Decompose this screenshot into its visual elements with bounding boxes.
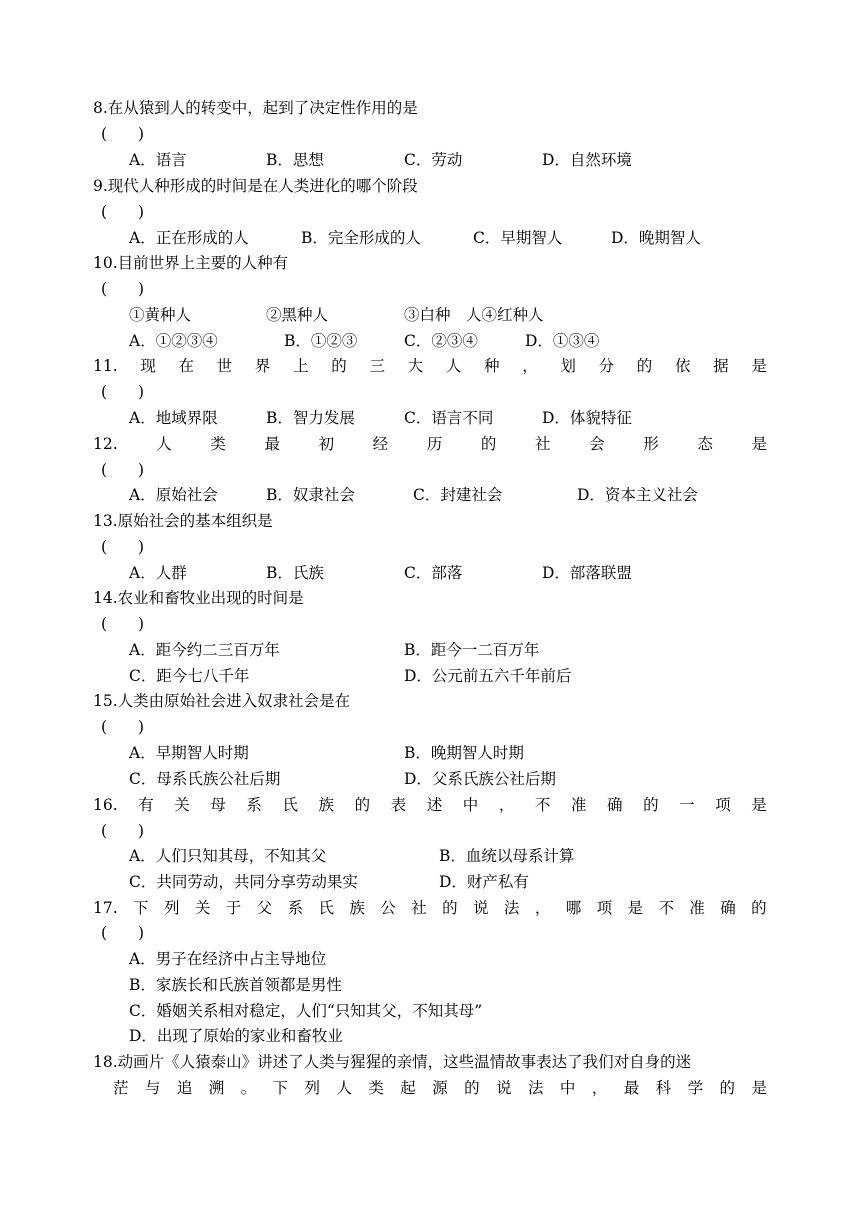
question-11-stem-char: 三 <box>369 357 385 375</box>
question-11-option-a: A．地域界限 <box>129 409 218 427</box>
question-8-stem: 8.在从猿到人的转变中，起到了决定性作用的是 <box>93 99 418 117</box>
question-16-stem-char: 16. <box>93 796 118 814</box>
question-12-stem-char: 是 <box>751 435 767 453</box>
question-15-option-b: B．晚期智人时期 <box>404 744 524 762</box>
question-11-stem-char: 的 <box>331 357 347 375</box>
question-18-stem-char: 溯 <box>208 1079 225 1097</box>
question-17-stem-char: 说 <box>473 899 489 917</box>
question-10-option-c: C．②③④ <box>404 332 478 350</box>
question-14-answer-blank: ( ) <box>101 615 145 633</box>
question-18-stem-char: 的 <box>719 1079 736 1097</box>
question-15-answer-blank: ( ) <box>101 718 145 736</box>
question-18-stem-char: 源 <box>432 1079 448 1097</box>
question-15-option-d: D．父系氏族公社后期 <box>404 770 556 788</box>
question-14-option-a: A．距今约二三百万年 <box>129 641 280 659</box>
question-18-stem-char: ， <box>591 1079 608 1097</box>
question-18-stem-char: 起 <box>400 1079 416 1097</box>
question-11-stem-char: 人 <box>445 357 462 375</box>
question-10-option-d: D．①③④ <box>525 332 600 350</box>
question-17-stem-char: 不 <box>658 899 674 917</box>
question-17-stem-char: 于 <box>225 899 242 917</box>
question-12-stem-char: 12. <box>93 435 118 453</box>
question-18-stem-char: 茫 <box>113 1079 129 1097</box>
question-16-option-b: B．血统以母系计算 <box>439 847 575 865</box>
question-18-stem-char: 列 <box>304 1079 321 1097</box>
question-12-stem-char: 最 <box>264 435 280 453</box>
question-13-option-d: D．部落联盟 <box>542 564 632 582</box>
question-14-option-b: B．距今一二百万年 <box>404 641 540 659</box>
question-18-stem-char: 法 <box>527 1079 544 1097</box>
question-9-option-d: D．晚期智人 <box>611 229 701 247</box>
question-17-option-a: A．男子在经济中占主导地位 <box>129 950 327 968</box>
question-12-option-d: D．资本主义社会 <box>577 486 698 504</box>
question-9-option-a: A．正在形成的人 <box>129 229 249 247</box>
question-12-stem-char: 历 <box>426 435 443 453</box>
question-17-option-b: B．家族长和氏族首领都是男性 <box>129 976 342 994</box>
question-10-item-2: ②黑种人 <box>266 306 329 324</box>
question-14-option-c: C．距今七八千年 <box>129 667 250 685</box>
question-11-stem-char: 11. <box>93 357 118 375</box>
question-12-stem-char: 态 <box>697 435 713 453</box>
question-10-item-1: ①黄种人 <box>129 306 192 324</box>
question-17-stem-char: 氏 <box>318 899 334 917</box>
question-17-stem-char: 哪 <box>565 899 582 917</box>
question-12-option-c: C．封建社会 <box>413 486 503 504</box>
question-11-stem-char: 大 <box>407 357 424 375</box>
question-18-stem-char: 与 <box>144 1079 161 1097</box>
question-11-stem <box>93 353 767 379</box>
question-16-stem-char: 族 <box>318 796 335 814</box>
question-12-stem-char: 形 <box>643 435 659 453</box>
question-15-option-c: C．母系氏族公社后期 <box>129 770 281 788</box>
question-16-stem-char: 的 <box>643 796 659 814</box>
question-8-option-d: D．自然环境 <box>542 151 632 169</box>
question-18-stem-continued <box>113 1075 767 1101</box>
question-17-stem-char: 列 <box>163 899 180 917</box>
question-13-answer-blank: ( ) <box>101 538 145 556</box>
question-8-option-a: A．语言 <box>129 151 187 169</box>
question-11-stem-char: 分 <box>598 357 615 375</box>
question-8-option-c: C．劳动 <box>404 151 463 169</box>
question-12-stem-char: 经 <box>372 435 389 453</box>
question-12-stem-char: 的 <box>480 435 497 453</box>
question-11-stem-char: ， <box>522 357 538 375</box>
question-18-stem-char: 中 <box>559 1079 576 1097</box>
question-16-option-d: D．财产私有 <box>439 873 529 891</box>
question-18-stem-char: 说 <box>496 1079 512 1097</box>
question-10-option-a: A．①②③④ <box>129 332 218 350</box>
question-13-option-a: A．人群 <box>129 564 187 582</box>
question-11-stem-char: 上 <box>293 357 309 375</box>
question-16-stem-char: 述 <box>426 796 443 814</box>
question-11-answer-blank: ( ) <box>101 383 145 401</box>
question-17-stem-char: ， <box>534 899 551 917</box>
question-9-option-b: B．完全形成的人 <box>301 229 421 247</box>
question-10-item-3: ③白种 人④红种人 <box>404 306 544 324</box>
question-14-option-d: D．公元前五六千年前后 <box>404 667 572 685</box>
question-17-stem-char: 的 <box>751 899 767 917</box>
question-12-stem-char: 社 <box>535 435 551 453</box>
question-17-stem-char: 是 <box>627 899 644 917</box>
question-16-stem-char: 一 <box>679 796 695 814</box>
question-17-stem-char: 社 <box>411 899 427 917</box>
question-18-stem: 18.动画片《人猿泰山》讲述了人类与猩猩的亲情，这些温情故事表达了我们对自身的迷 <box>93 1053 692 1071</box>
question-17-stem-char: 17. <box>93 899 118 917</box>
question-16-stem-char: 关 <box>174 796 190 814</box>
question-11-stem-char: 种 <box>484 357 500 375</box>
question-18-stem-char: 科 <box>655 1079 672 1097</box>
question-15-option-a: A．早期智人时期 <box>129 744 249 762</box>
question-17-stem-char: 确 <box>720 899 736 917</box>
question-12-stem-char: 类 <box>210 435 226 453</box>
question-17-option-c: C．婚姻关系相对稳定，人们“只知其父，不知其母” <box>129 1002 483 1020</box>
question-16-stem-char: 的 <box>354 796 371 814</box>
question-16-stem-char: ， <box>498 796 515 814</box>
question-16-stem-char: 确 <box>607 796 623 814</box>
question-17-stem-char: 项 <box>596 899 613 917</box>
question-16-stem-char: 不 <box>534 796 551 814</box>
question-16-answer-blank: ( ) <box>101 822 145 840</box>
question-16-stem-char: 氏 <box>282 796 298 814</box>
question-11-stem-char: 界 <box>254 357 271 375</box>
question-18-stem-char: 类 <box>368 1079 384 1097</box>
question-17-stem-char: 准 <box>689 899 705 917</box>
question-16-stem-char: 系 <box>246 796 262 814</box>
question-17-stem-char: 族 <box>349 899 365 917</box>
question-18-stem-char: 。 <box>240 1079 257 1097</box>
question-16-stem-char: 中 <box>462 796 479 814</box>
question-17-stem-char: 的 <box>442 899 458 917</box>
question-12-option-b: B．奴隶社会 <box>266 486 355 504</box>
question-16-stem-char: 表 <box>390 796 407 814</box>
question-12-stem-char: 会 <box>589 435 605 453</box>
question-17-stem-char: 系 <box>287 899 304 917</box>
question-11-stem-char: 现 <box>140 357 156 375</box>
question-9-answer-blank: ( ) <box>101 203 145 221</box>
question-11-stem-char: 据 <box>713 357 729 375</box>
question-9-stem: 9.现代人种形成的时间是在人类进化的哪个阶段 <box>93 177 418 195</box>
question-11-stem-char: 的 <box>636 357 653 375</box>
question-12-option-a: A．原始社会 <box>129 486 218 504</box>
question-16-stem-char: 有 <box>138 796 154 814</box>
question-16-stem-char: 是 <box>751 796 767 814</box>
question-17-stem <box>93 895 767 921</box>
question-17-stem-char: 公 <box>380 899 396 917</box>
question-15-stem: 15.人类由原始社会进入奴隶社会是在 <box>93 692 351 710</box>
question-18-stem-char: 下 <box>272 1079 289 1097</box>
question-17-stem-char: 下 <box>133 899 149 917</box>
question-11-option-b: B．智力发展 <box>266 409 355 427</box>
question-11-stem-char: 依 <box>674 357 691 375</box>
question-13-option-c: C．部落 <box>404 564 463 582</box>
question-10-option-b: B．①②③ <box>284 332 358 350</box>
question-13-stem: 13.原始社会的基本组织是 <box>93 512 273 530</box>
question-16-stem-char: 母 <box>210 796 226 814</box>
question-12-stem <box>93 431 767 457</box>
question-17-option-d: D．出现了原始的家业和畜牧业 <box>129 1027 343 1045</box>
question-11-option-c: C．语言不同 <box>404 409 494 427</box>
question-11-stem-char: 在 <box>178 357 195 375</box>
question-17-stem-char: 父 <box>256 899 273 917</box>
question-14-stem: 14.农业和畜牧业出现的时间是 <box>93 589 304 607</box>
question-13-option-b: B．氏族 <box>266 564 324 582</box>
question-17-stem-char: 法 <box>503 899 520 917</box>
question-10-answer-blank: ( ) <box>101 280 145 298</box>
question-11-option-d: D．体貌特征 <box>542 409 632 427</box>
question-11-stem-char: 世 <box>216 357 233 375</box>
question-11-stem-char: 是 <box>751 357 767 375</box>
question-16-stem-char: 项 <box>715 796 731 814</box>
question-16-stem-char: 准 <box>570 796 587 814</box>
question-10-stem: 10.目前世界上主要的人种有 <box>93 254 289 272</box>
question-18-stem-char: 最 <box>623 1079 640 1097</box>
question-17-answer-blank: ( ) <box>101 924 145 942</box>
question-16-stem <box>93 792 767 818</box>
question-8-answer-blank: ( ) <box>101 125 145 143</box>
question-16-option-a: A．人们只知其母，不知其父 <box>129 847 327 865</box>
question-18-stem-char: 的 <box>464 1079 480 1097</box>
question-12-stem-char: 初 <box>318 435 335 453</box>
question-12-answer-blank: ( ) <box>101 461 145 479</box>
question-11-stem-char: 划 <box>560 357 576 375</box>
question-9-option-c: C．早期智人 <box>473 229 563 247</box>
question-17-stem-char: 关 <box>194 899 211 917</box>
question-16-option-c: C．共同劳动，共同分享劳动果实 <box>129 873 358 891</box>
question-18-stem-char: 学 <box>687 1079 704 1097</box>
question-18-stem-char: 追 <box>176 1079 193 1097</box>
question-12-stem-char: 人 <box>156 435 172 453</box>
question-8-option-b: B．思想 <box>266 151 324 169</box>
question-18-stem-char: 是 <box>751 1079 767 1097</box>
question-18-stem-char: 人 <box>336 1079 352 1097</box>
